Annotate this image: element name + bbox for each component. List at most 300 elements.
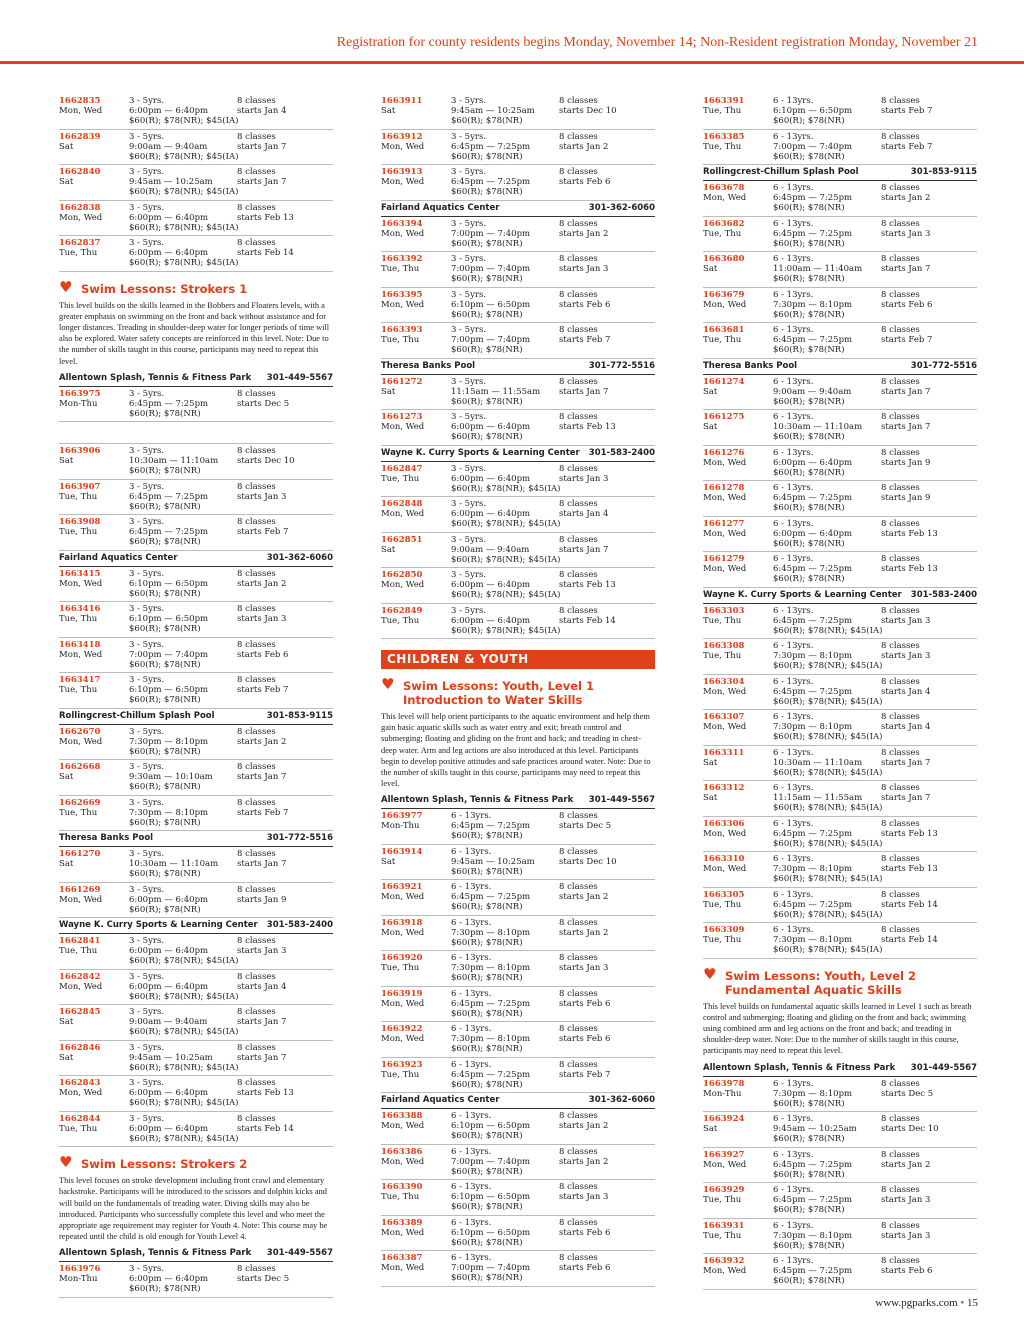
course-number[interactable]: 1663681 xyxy=(703,325,745,335)
page-header xyxy=(0,0,1024,64)
start-date: starts Jan 3 xyxy=(237,614,287,625)
course-title-text: Swim Lessons: Strokers 1 xyxy=(81,281,248,296)
class-days: Sat xyxy=(703,264,718,274)
course-number[interactable]: 1662842 xyxy=(59,971,101,982)
class-count: 8 classes xyxy=(237,202,276,213)
class-fee: $60(R); $78(NR) xyxy=(451,973,523,984)
course-number[interactable]: 1662839 xyxy=(59,131,101,142)
course-number[interactable]: 1663932 xyxy=(703,1256,745,1267)
class-fee: $60(R); $78(NR) xyxy=(773,238,845,249)
footer-site[interactable]: www.pgparks.com xyxy=(875,1297,958,1309)
course-number[interactable]: 1662848 xyxy=(381,499,423,509)
course-number[interactable]: 1663913 xyxy=(381,167,423,177)
class-fee: $60(R); $78(NR) xyxy=(773,467,845,478)
class-listing xyxy=(703,94,977,130)
class-days: Mon, Wed xyxy=(381,228,425,239)
start-date: starts Feb 7 xyxy=(881,106,933,116)
class-days: Tue, Thu xyxy=(703,899,742,910)
age-range: 6 - 13yrs. xyxy=(451,988,492,999)
class-days: Tue, Thu xyxy=(703,1230,742,1241)
course-number[interactable]: 1662837 xyxy=(59,238,101,248)
class-fee: $60(R); $78(NR) xyxy=(129,869,201,880)
class-count: 8 classes xyxy=(881,447,920,458)
page-footer xyxy=(875,1297,978,1309)
class-listing xyxy=(381,217,655,253)
course-number[interactable]: 1661272 xyxy=(381,376,423,387)
age-range: 6 - 13yrs. xyxy=(773,1078,814,1089)
class-fee: $60(R); $78(NR); $45(IA) xyxy=(451,625,561,636)
start-date: starts Feb 13 xyxy=(881,564,938,574)
class-count: 8 classes xyxy=(237,1078,276,1089)
class-days: Mon, Wed xyxy=(703,1266,747,1277)
location-phone: 301-583-2400 xyxy=(588,447,655,458)
class-time: 6:45pm — 7:25pm xyxy=(773,899,853,910)
start-date: starts Jan 3 xyxy=(559,1192,609,1203)
class-days: Sat xyxy=(703,386,718,397)
course-number[interactable]: 1663388 xyxy=(381,1111,423,1122)
course-number[interactable]: 1663906 xyxy=(59,446,101,457)
class-listing xyxy=(381,1180,655,1216)
class-time: 6:10pm — 6:50pm xyxy=(129,614,209,625)
course-number[interactable]: 1661274 xyxy=(703,376,745,387)
location-name: Allentown Splash, Tennis & Fitness Park xyxy=(59,372,252,383)
class-days: Mon, Wed xyxy=(59,894,103,905)
class-listing xyxy=(59,1005,333,1041)
location-name: Rollingcrest-Chillum Splash Pool xyxy=(59,710,215,721)
class-fee: $60(R); $78(NR); $45(IA) xyxy=(451,483,561,494)
course-number[interactable]: 1663306 xyxy=(703,818,745,829)
class-count: 8 classes xyxy=(559,811,598,822)
column-3 xyxy=(703,94,977,1290)
course-number[interactable]: 1663976 xyxy=(59,1264,101,1275)
class-count: 8 classes xyxy=(881,1220,920,1231)
course-number[interactable]: 1662838 xyxy=(59,202,101,213)
location-header xyxy=(703,359,977,375)
class-fee: $60(R); $78(NR) xyxy=(773,1134,845,1145)
class-days: Mon, Wed xyxy=(703,686,747,697)
class-fee: $60(R); $78(NR) xyxy=(451,937,523,948)
course-number[interactable]: 1661270 xyxy=(59,849,101,860)
course-number[interactable]: 1663387 xyxy=(381,1253,423,1264)
start-date: starts Feb 6 xyxy=(559,299,611,310)
column-2 xyxy=(381,94,655,1287)
row-spacer xyxy=(59,422,333,444)
class-fee: $60(R); $78(NR) xyxy=(773,203,845,213)
course-number[interactable]: 1663977 xyxy=(381,811,423,822)
class-time: 11:15am — 11:55am xyxy=(451,386,541,397)
age-range: 6 - 13yrs. xyxy=(451,1111,492,1122)
class-days: Mon, Wed xyxy=(703,528,747,539)
start-date: starts Jan 3 xyxy=(559,963,609,974)
course-number[interactable]: 1662845 xyxy=(59,1007,101,1018)
course-number[interactable]: 1663911 xyxy=(381,96,423,106)
class-count: 8 classes xyxy=(237,96,276,106)
class-listing xyxy=(703,852,977,888)
course-number[interactable]: 1663921 xyxy=(381,882,423,893)
course-number[interactable]: 1663394 xyxy=(381,218,423,229)
course-number[interactable]: 1661278 xyxy=(703,483,745,493)
course-number[interactable]: 1662669 xyxy=(59,797,101,808)
start-date: starts Jan 7 xyxy=(237,1017,287,1028)
class-days: Tue, Thu xyxy=(703,615,742,626)
course-number[interactable]: 1661269 xyxy=(59,884,101,895)
class-count: 8 classes xyxy=(559,1217,598,1228)
course-number[interactable]: 1663389 xyxy=(381,1217,423,1228)
class-time: 6:45pm — 7:25pm xyxy=(451,1069,531,1080)
class-count: 8 classes xyxy=(559,289,598,300)
class-time: 6:00pm — 6:40pm xyxy=(451,509,531,519)
class-days: Mon, Wed xyxy=(381,177,425,187)
class-fee: $60(R); $78(NR); $45(IA) xyxy=(451,519,561,529)
course-number[interactable]: 1663679 xyxy=(703,289,745,300)
class-days: Sat xyxy=(59,1052,74,1063)
class-days: Sat xyxy=(703,1124,718,1135)
course-number[interactable]: 1663307 xyxy=(703,712,745,722)
course-number[interactable]: 1663392 xyxy=(381,254,423,264)
start-date: starts Feb 7 xyxy=(881,141,933,152)
class-time: 7:30pm — 8:10pm xyxy=(773,1230,853,1241)
class-listing xyxy=(59,847,333,883)
class-fee: $60(R); $78(NR); $45(IA) xyxy=(773,732,883,742)
age-range: 6 - 13yrs. xyxy=(773,605,814,616)
class-count: 8 classes xyxy=(559,412,598,422)
age-range: 3 - 5yrs. xyxy=(451,96,487,106)
class-days: Mon, Wed xyxy=(703,1159,747,1170)
class-days: Tue, Thu xyxy=(381,1192,420,1203)
start-date: starts Jan 3 xyxy=(237,946,287,957)
class-fee: $60(R); $78(NR); $45(IA) xyxy=(773,625,883,636)
page-number: 15 xyxy=(967,1297,978,1309)
start-date: starts Dec 10 xyxy=(237,456,295,467)
start-date: starts Feb 6 xyxy=(559,1263,611,1274)
class-time: 6:45pm — 7:25pm xyxy=(773,1159,853,1170)
course-description: This level focuses on stroke development including front crawl and elementary backstroke. Participants will be introduced to the scissors and dolphin kicks and will build on the fundamentals of treading water. Diving skills may also be introduced. Participants who successfully complete this level and who meet the appropriate age requirement may register for Youth 4. Note: This course may be repeated until the child is old enough for Youth Level 4. xyxy=(59,1176,328,1242)
class-time: 6:00pm — 6:40pm xyxy=(451,473,531,484)
class-fee: $60(R); $78(NR) xyxy=(129,624,201,635)
course-title-text: Swim Lessons: Strokers 2 xyxy=(81,1157,248,1172)
class-time: 6:00pm — 6:40pm xyxy=(451,422,531,432)
class-listing xyxy=(703,217,977,253)
class-fee: $60(R); $78(NR) xyxy=(451,432,523,442)
class-days: Mon, Wed xyxy=(381,141,425,152)
location-phone: 301-449-5567 xyxy=(266,1248,333,1259)
class-count: 8 classes xyxy=(881,818,920,829)
start-date: starts Jan 7 xyxy=(559,386,609,397)
course-number[interactable]: 1662846 xyxy=(59,1042,101,1053)
class-fee: $60(R); $78(NR) xyxy=(773,309,845,320)
start-date: starts Jan 7 xyxy=(237,1052,287,1063)
course-number[interactable]: 1663978 xyxy=(703,1078,745,1089)
age-range: 6 - 13yrs. xyxy=(773,554,814,564)
class-count: 8 classes xyxy=(559,988,598,999)
course-number[interactable]: 1663678 xyxy=(703,183,745,193)
start-date: starts Feb 7 xyxy=(237,527,289,538)
course-number[interactable]: 1663920 xyxy=(381,953,423,964)
course-number[interactable]: 1663912 xyxy=(381,131,423,142)
class-time: 9:45am — 10:25am xyxy=(451,106,535,116)
class-days: Tue, Thu xyxy=(703,1195,742,1206)
start-date: starts Jan 7 xyxy=(881,264,931,274)
course-title xyxy=(703,964,977,997)
heart-icon: ♥ xyxy=(381,675,395,693)
location-phone: 301-853-9115 xyxy=(910,167,977,177)
course-number[interactable]: 1662841 xyxy=(59,936,101,947)
class-days: Mon, Wed xyxy=(703,299,747,310)
start-date: starts Feb 14 xyxy=(881,935,938,945)
class-listing xyxy=(59,94,333,130)
age-range: 3 - 5yrs. xyxy=(129,202,165,213)
course-number[interactable]: 1663682 xyxy=(703,218,745,229)
start-date: starts Feb 14 xyxy=(559,615,616,626)
class-time: 6:45pm — 7:25pm xyxy=(129,398,209,409)
start-date: starts Dec 10 xyxy=(559,106,617,116)
age-range: 3 - 5yrs. xyxy=(129,604,165,615)
class-count: 8 classes xyxy=(237,675,276,686)
class-time: 6:00pm — 6:40pm xyxy=(129,106,209,116)
location-phone: 301-772-5516 xyxy=(266,833,333,844)
location-phone: 301-449-5567 xyxy=(910,1062,977,1073)
class-days: Mon, Wed xyxy=(59,212,103,223)
class-listing xyxy=(59,387,333,423)
course-number[interactable]: 1663919 xyxy=(381,988,423,999)
location-phone: 301-853-9115 xyxy=(266,710,333,721)
location-phone: 301-362-6060 xyxy=(588,202,655,213)
age-range: 6 - 13yrs. xyxy=(451,917,492,928)
class-count: 8 classes xyxy=(559,463,598,474)
course-number[interactable]: 1663922 xyxy=(381,1024,423,1035)
class-count: 8 classes xyxy=(881,218,920,229)
class-days: Mon, Wed xyxy=(703,193,747,203)
course-number[interactable]: 1663918 xyxy=(381,917,423,928)
class-fee: $60(R); $78(NR); $45(IA) xyxy=(451,590,561,600)
class-fee: $60(R); $78(NR) xyxy=(129,501,201,512)
class-days: Sat xyxy=(381,386,396,397)
class-fee: $60(R); $78(NR) xyxy=(451,866,523,877)
start-date: starts Feb 7 xyxy=(559,1069,611,1080)
course-number[interactable]: 1663305 xyxy=(703,889,745,900)
class-days: Tue, Thu xyxy=(381,264,420,274)
course-number[interactable]: 1661279 xyxy=(703,554,745,564)
course-number[interactable]: 1661275 xyxy=(703,412,745,422)
course-number[interactable]: 1663393 xyxy=(381,325,423,335)
course-number[interactable]: 1663311 xyxy=(703,747,745,758)
class-count: 8 classes xyxy=(559,846,598,857)
class-fee: $60(R); $78(NR) xyxy=(773,503,845,513)
location-name: Fairland Aquatics Center xyxy=(381,202,500,213)
class-days: Tue, Thu xyxy=(59,946,98,957)
location-name: Allentown Splash, Tennis & Fitness Park xyxy=(381,795,574,806)
class-count: 8 classes xyxy=(237,167,276,177)
course-number[interactable]: 1662849 xyxy=(381,605,423,616)
class-listing xyxy=(703,1183,977,1219)
class-time: 6:00pm — 6:40pm xyxy=(129,946,209,957)
course-number[interactable]: 1662670 xyxy=(59,726,101,737)
start-date: starts Jan 2 xyxy=(559,141,609,152)
class-fee: $60(R); $78(NR) xyxy=(773,1240,845,1251)
course-number[interactable]: 1663914 xyxy=(381,846,423,857)
class-count: 8 classes xyxy=(881,641,920,651)
course-number[interactable]: 1663385 xyxy=(703,131,745,142)
class-listing xyxy=(59,165,333,201)
course-number[interactable]: 1662850 xyxy=(381,570,423,580)
age-range: 3 - 5yrs. xyxy=(129,1007,165,1018)
course-number[interactable]: 1663312 xyxy=(703,783,745,793)
class-time: 6:10pm — 6:50pm xyxy=(451,1227,531,1238)
age-range: 6 - 13yrs. xyxy=(773,747,814,758)
class-days: Mon, Wed xyxy=(59,649,103,660)
class-listing xyxy=(381,410,655,446)
course-number[interactable]: 1663931 xyxy=(703,1220,745,1231)
age-range: 3 - 5yrs. xyxy=(451,499,487,509)
class-fee: $60(R); $78(NR) xyxy=(773,432,845,442)
class-days: Sat xyxy=(381,106,396,116)
course-number[interactable]: 1661276 xyxy=(703,447,745,458)
class-count: 8 classes xyxy=(559,605,598,616)
course-number[interactable]: 1663908 xyxy=(59,517,101,528)
class-time: 10:30am — 11:10am xyxy=(773,757,863,768)
class-count: 8 classes xyxy=(559,1024,598,1035)
age-range: 6 - 13yrs. xyxy=(451,1024,492,1035)
class-time: 7:30pm — 8:10pm xyxy=(451,963,531,974)
class-listing xyxy=(381,252,655,288)
class-days: Mon, Wed xyxy=(703,828,747,839)
class-days: Sat xyxy=(703,422,718,432)
start-date: starts Jan 3 xyxy=(237,491,287,502)
course-number[interactable]: 1662835 xyxy=(59,96,101,106)
class-time: 9:45am — 10:25am xyxy=(129,1052,213,1063)
class-fee: $60(R); $78(NR); $45(IA) xyxy=(773,945,883,955)
class-fee: $60(R); $78(NR) xyxy=(773,1169,845,1180)
course-number[interactable]: 1662840 xyxy=(59,167,101,177)
course-number[interactable]: 1663975 xyxy=(59,388,101,399)
class-count: 8 classes xyxy=(881,254,920,264)
start-date: starts Jan 9 xyxy=(237,894,287,905)
class-days: Tue, Thu xyxy=(703,335,742,345)
course-number[interactable]: 1663417 xyxy=(59,675,101,686)
class-time: 6:45pm — 7:25pm xyxy=(773,615,853,626)
age-range: 6 - 13yrs. xyxy=(451,953,492,964)
class-listing xyxy=(703,130,977,166)
class-count: 8 classes xyxy=(237,604,276,615)
start-date: starts Jan 2 xyxy=(559,927,609,938)
class-days: Mon, Wed xyxy=(703,493,747,503)
class-days: Tue, Thu xyxy=(703,141,742,152)
course-number[interactable]: 1663927 xyxy=(703,1149,745,1160)
class-listing xyxy=(703,446,977,482)
class-fee: $60(R); $78(NR) xyxy=(451,1131,523,1142)
age-range: 6 - 13yrs. xyxy=(773,289,814,300)
class-listing xyxy=(59,567,333,603)
course-number[interactable]: 1662847 xyxy=(381,463,423,474)
header-rule xyxy=(0,61,1024,64)
class-days: Sat xyxy=(59,141,74,152)
course-number[interactable]: 1661277 xyxy=(703,518,745,529)
location-name: Theresa Banks Pool xyxy=(703,360,798,371)
class-listing xyxy=(381,604,655,640)
course-number[interactable]: 1663416 xyxy=(59,604,101,615)
age-range: 6 - 13yrs. xyxy=(773,889,814,900)
class-time: 10:30am — 11:10am xyxy=(129,859,219,870)
age-range: 3 - 5yrs. xyxy=(129,1078,165,1089)
class-days: Tue, Thu xyxy=(59,248,98,258)
class-days: Tue, Thu xyxy=(381,1069,420,1080)
class-count: 8 classes xyxy=(559,499,598,509)
course-number[interactable]: 1663415 xyxy=(59,568,101,579)
class-time: 6:00pm — 6:40pm xyxy=(773,528,853,539)
age-range: 6 - 13yrs. xyxy=(773,783,814,793)
course-number[interactable]: 1662851 xyxy=(381,534,423,545)
class-count: 8 classes xyxy=(237,726,276,737)
course-number[interactable]: 1663418 xyxy=(59,639,101,650)
class-time: 6:00pm — 6:40pm xyxy=(129,212,209,223)
course-number[interactable]: 1663309 xyxy=(703,925,745,935)
start-date: starts Jan 7 xyxy=(881,386,931,397)
age-range: 3 - 5yrs. xyxy=(451,605,487,616)
class-time: 7:30pm — 8:10pm xyxy=(129,807,209,818)
course-section xyxy=(59,277,333,367)
course-number[interactable]: 1663929 xyxy=(703,1185,745,1196)
class-listing xyxy=(381,497,655,533)
class-fee: $60(R); $78(NR); $45(IA) xyxy=(773,803,883,813)
start-date: starts Feb 7 xyxy=(881,335,933,345)
class-fee: $60(R); $78(NR) xyxy=(451,187,523,197)
class-count: 8 classes xyxy=(881,854,920,864)
course-number[interactable]: 1663386 xyxy=(381,1146,423,1157)
course-number[interactable]: 1663303 xyxy=(703,605,745,616)
class-days: Mon-Thu xyxy=(703,1088,742,1099)
course-number[interactable]: 1663308 xyxy=(703,641,745,651)
course-title-text: Swim Lessons: Youth, Level 1 xyxy=(403,679,594,693)
start-date: starts Jan 7 xyxy=(559,544,609,555)
course-number[interactable]: 1661273 xyxy=(381,412,423,422)
age-range: 6 - 13yrs. xyxy=(773,96,814,106)
class-days: Sat xyxy=(381,856,396,867)
course-number[interactable]: 1663390 xyxy=(381,1182,423,1193)
course-number[interactable]: 1663391 xyxy=(703,96,745,106)
class-count: 8 classes xyxy=(559,953,598,964)
age-range: 6 - 13yrs. xyxy=(773,854,814,864)
course-number[interactable]: 1663924 xyxy=(703,1114,745,1125)
age-range: 6 - 13yrs. xyxy=(451,882,492,893)
age-range: 3 - 5yrs. xyxy=(129,936,165,947)
heart-icon: ♥ xyxy=(59,277,73,296)
class-time: 7:30pm — 8:10pm xyxy=(773,935,853,945)
course-number[interactable]: 1663680 xyxy=(703,254,745,264)
class-time: 6:10pm — 6:50pm xyxy=(451,1121,531,1132)
class-time: 9:00am — 9:40am xyxy=(129,141,208,152)
course-number[interactable]: 1663907 xyxy=(59,481,101,492)
course-number[interactable]: 1663310 xyxy=(703,854,745,864)
start-date: starts Jan 2 xyxy=(881,193,931,203)
start-date: starts Feb 6 xyxy=(881,299,933,310)
course-number[interactable]: 1663304 xyxy=(703,676,745,687)
course-number[interactable]: 1663923 xyxy=(381,1059,423,1070)
class-count: 8 classes xyxy=(881,483,920,493)
age-range: 3 - 5yrs. xyxy=(129,131,165,142)
class-time: 7:30pm — 8:10pm xyxy=(773,864,853,874)
course-number[interactable]: 1662668 xyxy=(59,762,101,773)
class-time: 11:00am — 11:40am xyxy=(773,264,863,274)
class-time: 6:45pm — 7:25pm xyxy=(773,335,853,345)
course-number[interactable]: 1662844 xyxy=(59,1113,101,1124)
class-days: Mon, Wed xyxy=(381,927,425,938)
course-number[interactable]: 1662843 xyxy=(59,1078,101,1089)
class-listing xyxy=(59,1262,333,1298)
course-number[interactable]: 1663395 xyxy=(381,289,423,300)
class-listing xyxy=(381,165,655,201)
class-fee: $60(R); $78(NR) xyxy=(451,1079,523,1090)
start-date: starts Feb 13 xyxy=(559,580,616,590)
